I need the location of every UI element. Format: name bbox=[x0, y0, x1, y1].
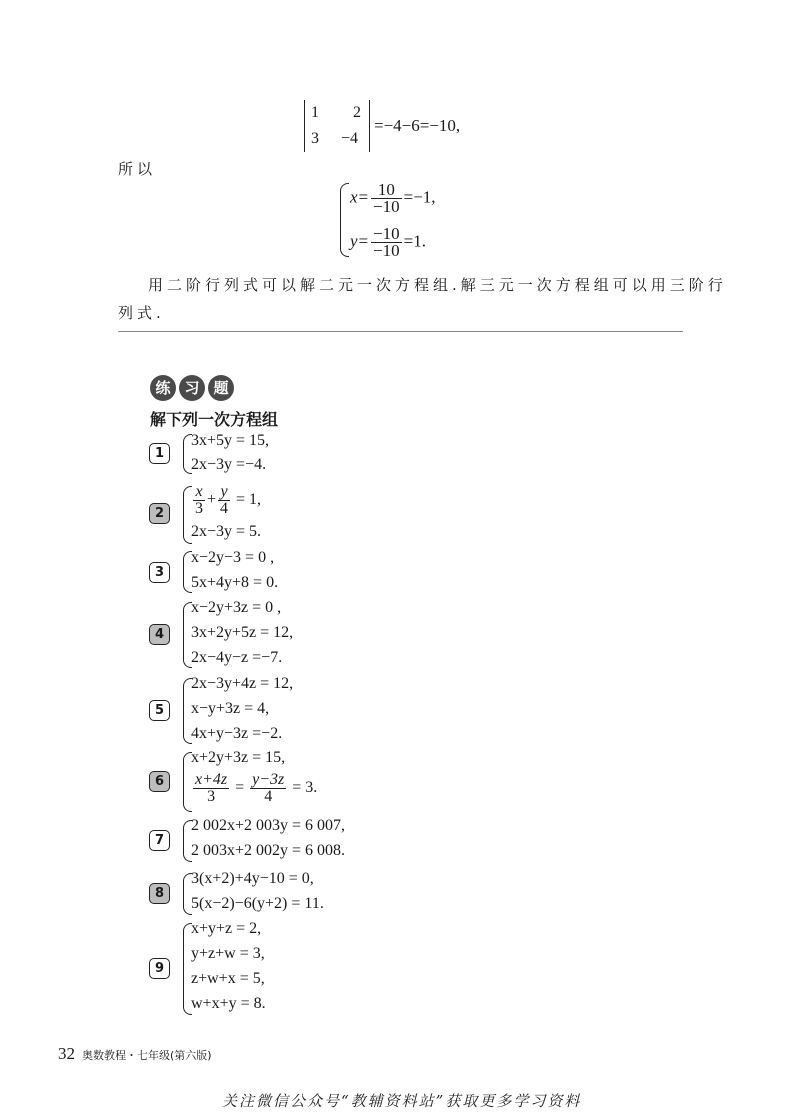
equation-tail: = 3. bbox=[292, 779, 318, 797]
fraction bbox=[193, 772, 229, 805]
problem-number: 9 bbox=[149, 958, 170, 979]
x-fraction bbox=[371, 182, 402, 215]
frac-num: y bbox=[218, 484, 230, 501]
badge-xi: 习 bbox=[179, 375, 205, 401]
problem-number: 4 bbox=[149, 624, 170, 645]
problem-number: 8 bbox=[149, 883, 170, 904]
book-title: 奥数教程・七年级(第六版) bbox=[82, 1049, 212, 1062]
fraction bbox=[193, 484, 205, 517]
badge-lian: 练 bbox=[150, 375, 176, 401]
equation-line: 5x+4y+8 = 0. bbox=[191, 574, 279, 591]
equation-line: 3(x+2)+4y−10 = 0, bbox=[191, 870, 314, 887]
y-rhs: =1. bbox=[403, 231, 426, 251]
problem-number: 1 bbox=[149, 443, 170, 464]
x-den: −10 bbox=[373, 197, 400, 216]
equation-line: x−2y+3z = 0 , bbox=[191, 599, 282, 616]
frac-den: 4 bbox=[264, 788, 273, 805]
y-lhs: y= bbox=[350, 231, 370, 251]
exercise-heading: 解下列一次方程组 bbox=[150, 410, 279, 429]
x-lhs: x= bbox=[350, 187, 370, 207]
equation-line: 3x+2y+5z = 12, bbox=[191, 624, 294, 641]
solution-y bbox=[350, 226, 426, 259]
y-num: −10 bbox=[373, 224, 400, 243]
section-divider bbox=[118, 331, 683, 332]
frac-den: 3 bbox=[195, 500, 203, 517]
x-num: 10 bbox=[371, 182, 402, 199]
det-cell: 1 bbox=[311, 104, 319, 121]
det-result: =−4−6=−10, bbox=[374, 116, 461, 135]
fraction bbox=[218, 484, 230, 517]
equation-line: 2x−3y =−4. bbox=[191, 456, 267, 473]
problem-number: 5 bbox=[149, 700, 170, 721]
det-cell: 2 bbox=[353, 104, 361, 121]
frac-den: 4 bbox=[220, 500, 229, 517]
equation-line: 3x+5y = 15, bbox=[191, 432, 270, 449]
determinant bbox=[304, 100, 370, 152]
det-cell: −4 bbox=[341, 130, 359, 147]
solution-brace bbox=[340, 183, 349, 257]
frac-den: 3 bbox=[207, 788, 216, 805]
solution-x bbox=[350, 182, 436, 215]
exercise-badges bbox=[150, 375, 237, 401]
equation-line: $\frac{x+4z}{3}$ = $\frac{y-3z}{4}$ = 3. bbox=[195, 771, 318, 805]
problem-number: 7 bbox=[149, 830, 170, 851]
equation-line: $\frac{x}{3}$ + $\frac{y}{4}$ = 1, bbox=[195, 483, 262, 517]
watermark-text: 关注微信公众号“教辅资料站”获取更多学习资料 bbox=[222, 1092, 582, 1110]
problem-number: 6 bbox=[149, 771, 170, 792]
equation-line: 2x−4y−z =−7. bbox=[191, 649, 283, 666]
y-den: −10 bbox=[373, 241, 400, 260]
fraction bbox=[250, 772, 286, 805]
equation-line: x+y+z = 2, bbox=[191, 920, 262, 937]
paragraph-line1: 用二阶行列式可以解二元一次方程组.解三元一次方程组可以用三阶行 bbox=[148, 276, 727, 294]
frac-num: y−3z bbox=[252, 771, 285, 788]
paragraph-line2: 列式. bbox=[118, 304, 165, 322]
equation-line: 2x−3y+4z = 12, bbox=[191, 675, 294, 692]
x-rhs: =−1, bbox=[403, 187, 436, 207]
equation-line: 4x+y−3z =−2. bbox=[191, 725, 283, 742]
equation-line: x−2y−3 = 0 , bbox=[191, 549, 275, 566]
equation-line: 2 003x+2 002y = 6 008. bbox=[191, 842, 346, 859]
equation-line: w+x+y = 8. bbox=[191, 995, 266, 1012]
frac-num: x bbox=[193, 484, 205, 501]
page-number: 32 bbox=[58, 1044, 75, 1063]
suoyi-text: 所以 bbox=[118, 160, 157, 178]
equation-tail: = 1, bbox=[236, 491, 262, 509]
problem-number: 2 bbox=[149, 503, 170, 524]
equation-line: 2 002x+2 003y = 6 007, bbox=[191, 817, 346, 834]
equation-line: y+z+w = 3, bbox=[191, 945, 265, 962]
equation-line: x−y+3z = 4, bbox=[191, 700, 270, 717]
y-fraction bbox=[371, 226, 402, 259]
equation-line: 2x−3y = 5. bbox=[191, 523, 262, 540]
problem-number: 3 bbox=[149, 562, 170, 583]
badge-ti: 题 bbox=[208, 375, 234, 401]
equation-line: 5(x−2)−6(y+2) = 11. bbox=[191, 895, 324, 912]
det-cell: 3 bbox=[311, 130, 319, 147]
frac-num: x+4z bbox=[195, 771, 228, 788]
equation-line: x+2y+3z = 15, bbox=[191, 749, 286, 766]
equation-line: z+w+x = 5, bbox=[191, 970, 265, 987]
